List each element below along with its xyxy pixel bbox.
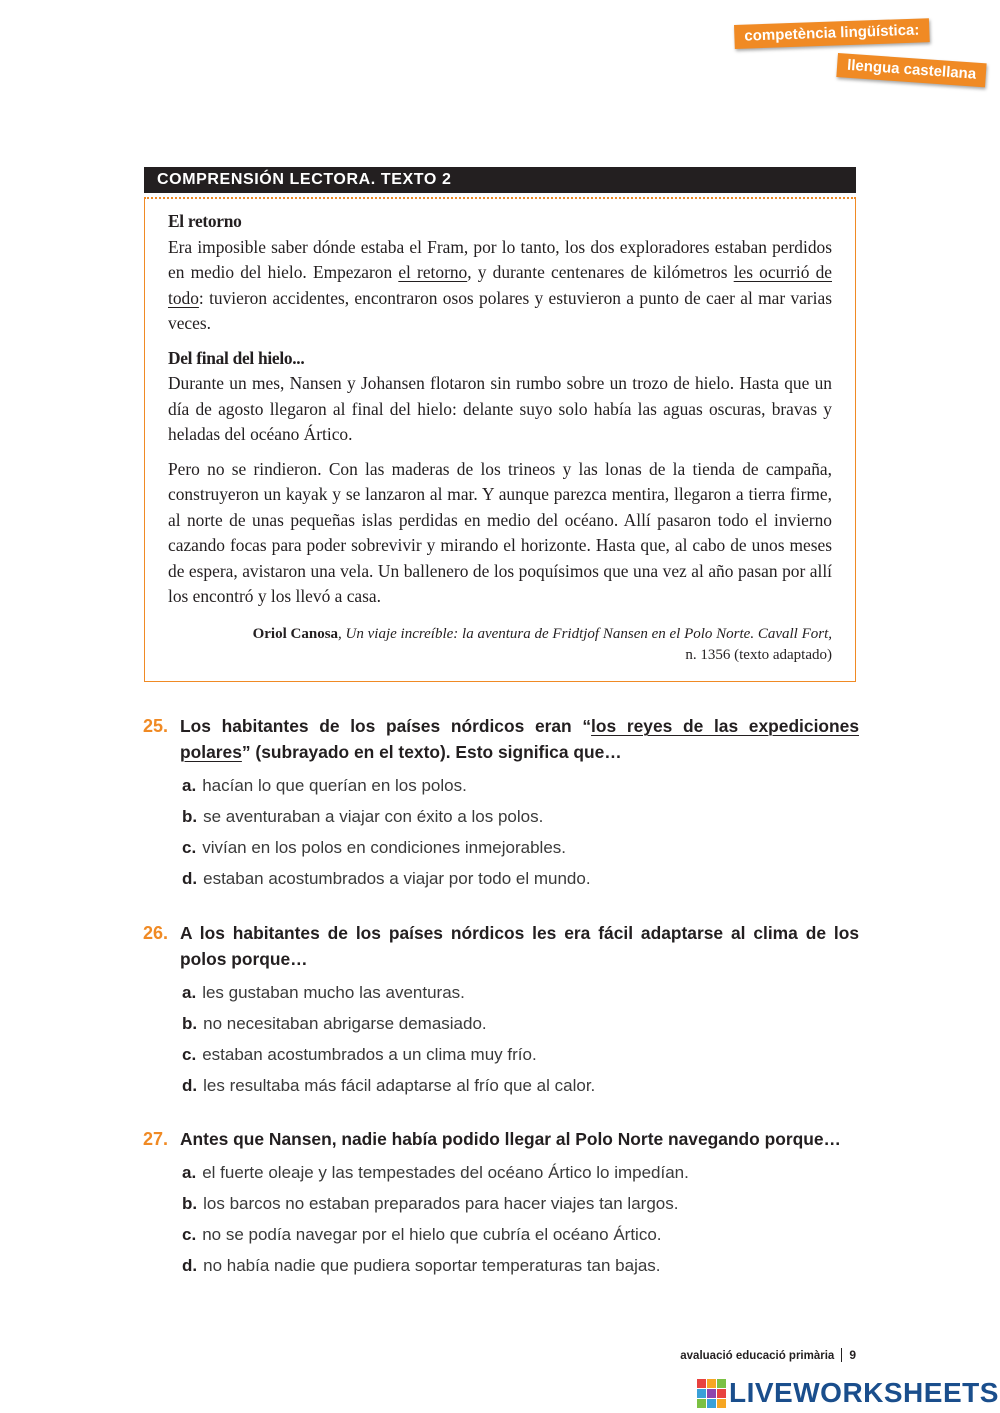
answer-option[interactable]: d. no había nadie que pudiera soportar temperaturas tan bajas. — [182, 1256, 661, 1275]
underlined-phrase: los reyes de las expediciones polares — [180, 716, 859, 762]
liveworksheets-logo — [697, 1376, 999, 1410]
question-26 — [143, 920, 859, 1101]
answer-option[interactable]: c. no se podía navegar por el hielo que cubría el océano Ártico. — [182, 1225, 662, 1244]
passage-heading-final-hielo: Del final del hielo... — [168, 347, 305, 368]
answer-option[interactable]: a. el fuerte oleaje y las tempestades del océano Ártico lo impedían. — [182, 1163, 689, 1182]
page-footer — [680, 1348, 856, 1362]
answer-option[interactable]: a. hacían lo que querían en los polos. — [182, 776, 467, 795]
answer-option[interactable]: b. los barcos no estaban preparados para hacer viajes tan largos. — [182, 1194, 679, 1213]
subject-subtag: llengua castellana — [836, 53, 987, 87]
page-number: 9 — [849, 1348, 856, 1362]
source-author: Oriol Canosa — [252, 625, 339, 642]
answer-option[interactable]: d. les resultaba más fácil adaptarse al frío que al calor. — [182, 1076, 596, 1095]
question-number: 26. — [143, 923, 169, 943]
logo-grid-icon — [697, 1379, 726, 1408]
passage-source — [168, 624, 832, 666]
question-number: 25. — [143, 716, 169, 736]
answer-option[interactable]: b. se aventuraban a viajar con éxito a los polos. — [182, 807, 544, 826]
question-25 — [143, 713, 859, 894]
answer-option[interactable]: c. estaban acostumbrados a un clima muy frío. — [182, 1045, 537, 1064]
footer-label: avaluació educació primària — [680, 1350, 835, 1362]
question-text: A los habitantes de los países nórdicos les era fácil adaptarse al clima de los polos porque… — [180, 923, 859, 969]
passage-paragraph-3: Pero no se rindieron. Con las maderas de los trineos y las lonas de la tienda de campaña, construyeron un kayak y se lanzaron al mar. Y aunque parezca mentira, llegaron a tierra firme, al norte de unas pequeñas islas perdidas en medio del océano. Allí pasaron todo el invierno cazando focas para poder sobrevivir y mirando el horizonte. Hasta que, al cabo de unos meses de espera, avistaron una vela. Un ballenero de los poquísimos que una vez al año pasan por allí los encontró y los llevó a casa. — [168, 458, 832, 606]
underlined-phrase: el retorno — [398, 262, 468, 282]
answer-option[interactable]: c. vivían en los polos en condiciones inmejorables. — [182, 838, 567, 857]
subject-tag: competència lingüística: — [734, 18, 930, 49]
question-number: 27. — [143, 1129, 169, 1149]
passage-paragraph-1: Era imposible saber dónde estaba el Fram, por lo tanto, los dos exploradores estaban perdidos en medio del hielo. Empezaron el retorno, y durante centenares de kilómetros les ocurrió de todo: tuvieron accidentes, encontraron osos polares y estuvieron a punto de caer al mar varias veces. — [168, 236, 832, 333]
answer-option[interactable]: d. estaban acostumbrados a viajar por todo el mundo. — [182, 869, 591, 888]
question-27 — [143, 1126, 859, 1281]
section-title: COMPRENSIÓN LECTORA. TEXTO 2 — [144, 167, 856, 193]
underlined-phrase: les ocurrió de todo — [168, 262, 832, 308]
answer-option[interactable]: b. no necesitaban abrigarse demasiado. — [182, 1014, 487, 1033]
source-reference: n. 1356 (texto adaptado) — [685, 646, 832, 663]
source-work: , Un viaje increíble: la aventura de Fridtjof Nansen en el Polo Norte. Cavall Fort, — [338, 625, 832, 642]
reading-passage — [144, 197, 856, 682]
question-text: Antes que Nansen, nadie había podido llegar al Polo Norte navegando porque… — [180, 1129, 841, 1149]
passage-heading-retorno: El retorno — [168, 211, 242, 231]
answer-option[interactable]: a. les gustaban mucho las aventuras. — [182, 983, 465, 1002]
logo-text: LIVEWORKSHEETS — [729, 1377, 999, 1408]
question-text: Los habitantes de los países nórdicos eran “los reyes de las expediciones polares” (subrayado en el texto). Esto significa que… — [180, 716, 859, 762]
passage-paragraph-2: Durante un mes, Nansen y Johansen flotaron sin rumbo sobre un trozo de hielo. Hasta que un día de agosto llegaron al final del hielo: delante suyo solo había las aguas oscuras, bravas y heladas del océano Ártico. — [168, 373, 832, 444]
